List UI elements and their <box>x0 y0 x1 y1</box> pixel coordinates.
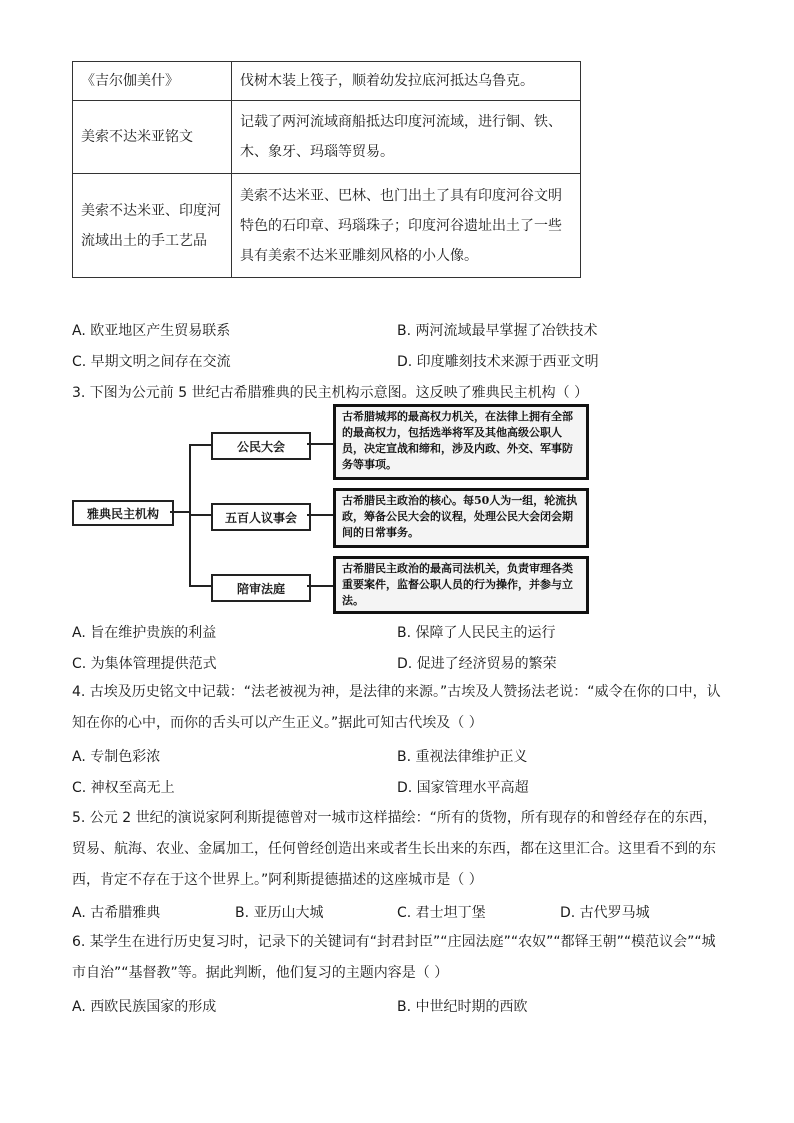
q4-option-b[interactable]: B. 重视法律维护正义 <box>397 749 528 765</box>
q3-option-d[interactable]: D. 促进了经济贸易的繁荣 <box>397 656 557 672</box>
q6-option-b[interactable]: B. 中世纪时期的西欧 <box>397 999 528 1015</box>
table-cell-source: 美索不达米亚铭文 <box>73 101 232 174</box>
diagram-node-council: 五百人议事会 <box>211 503 311 531</box>
q2-option-b[interactable]: B. 两河流域最早掌握了冶铁技术 <box>397 323 598 339</box>
q5-option-a[interactable]: A. 古希腊雅典 <box>72 905 161 921</box>
connector-line <box>189 585 211 587</box>
q6-stem: 6. 某学生在进行历史复习时，记录下的关键词有“封君封臣”“庄园法庭”“农奴”“都铎王朝”“模范议会”“城市自治”“基督教”等。据此判断，他们复习的主题内容是（ ） <box>72 934 716 981</box>
diagram-node-assembly: 公民大会 <box>211 432 311 460</box>
table-row <box>73 62 581 101</box>
q3-option-c[interactable]: C. 为集体管理提供范式 <box>72 656 217 672</box>
q2-option-c[interactable]: C. 早期文明之间存在交流 <box>72 354 231 370</box>
connector-line <box>170 511 190 513</box>
table-cell-content: 美索不达米亚、巴林、也门出土了具有印度河谷文明特色的石印章、玛瑙珠子；印度河谷遗址出土了一些具有美索不达米亚雕刻风格的小人像。 <box>232 174 581 278</box>
table-row <box>73 101 581 174</box>
q5-option-b[interactable]: B. 亚历山大城 <box>235 905 324 921</box>
table-cell-content: 伐树木装上筏子，顺着幼发拉底河抵达乌鲁克。 <box>232 62 581 101</box>
q5-stem: 5. 公元 2 世纪的演说家阿利斯提德曾对一城市这样描绘：“所有的货物，所有现存的和曾经存在的东西，贸易、航海、农业、金属加工，任何曾经创造出来或者生长出来的东西，都在这里汇合。这里看不到的东西，肯定不存在于这个世界上。”阿利斯提德描述的这座城市是（ ） <box>72 810 717 888</box>
diagram-node-court: 陪审法庭 <box>211 574 311 602</box>
connector-line <box>307 514 333 516</box>
table-cell-source: 美索不达米亚、印度河流域出土的手工艺品 <box>73 174 232 278</box>
q3-stem: 3. 下图为公元前 5 世纪古希腊雅典的民主机构示意图。这反映了雅典民主机构（ ） <box>72 385 589 401</box>
source-table <box>72 61 581 278</box>
q5-option-d[interactable]: D. 古代罗马城 <box>560 905 650 921</box>
q3-option-b[interactable]: B. 保障了人民民主的运行 <box>397 625 556 641</box>
connector-line <box>189 444 211 446</box>
q4-stem: 4. 古埃及历史铭文中记载：“法老被视为神，是法律的来源。”古埃及人赞扬法老说：“威令在你的口中，认知在你的心中，而你的舌头可以产生正义。”据此可知古代埃及（ ） <box>72 684 721 731</box>
diagram-desc-court: 古希腊民主政治的最高司法机关，负责审理各类重要案件，监督公职人员的行为操作，并参与立法。 <box>333 556 589 614</box>
q3-option-a[interactable]: A. 旨在维护贵族的利益 <box>72 625 217 641</box>
q6-option-a[interactable]: A. 西欧民族国家的形成 <box>72 999 217 1015</box>
connector-line <box>189 514 211 516</box>
connector-line <box>307 443 333 445</box>
diagram-desc-council: 古希腊民主政治的核心。每50人为一组，轮流执政，筹备公民大会的议程，处理公民大会闭会期间的日常事务。 <box>333 488 589 548</box>
table-row <box>73 174 581 278</box>
connector-line <box>307 585 333 587</box>
table-cell-content: 记载了两河流域商船抵达印度河流域，进行铜、铁、木、象牙、玛瑙等贸易。 <box>232 101 581 174</box>
q2-option-d[interactable]: D. 印度雕刻技术来源于西亚文明 <box>397 354 599 370</box>
table-cell-source: 《吉尔伽美什》 <box>73 62 232 101</box>
q2-option-a[interactable]: A. 欧亚地区产生贸易联系 <box>72 323 231 339</box>
q4-option-c[interactable]: C. 神权至高无上 <box>72 780 175 796</box>
diagram-root-box: 雅典民主机构 <box>72 500 174 526</box>
q4-option-a[interactable]: A. 专制色彩浓 <box>72 749 161 765</box>
diagram-desc-assembly: 古希腊城邦的最高权力机关，在法律上拥有全部的最高权力，包括选举将军及其他高级公职人员，决定宣战和缔和，涉及内政、外交、军事防务等事项。 <box>333 404 589 480</box>
q4-option-d[interactable]: D. 国家管理水平高超 <box>397 780 529 796</box>
q5-option-c[interactable]: C. 君士坦丁堡 <box>397 905 486 921</box>
